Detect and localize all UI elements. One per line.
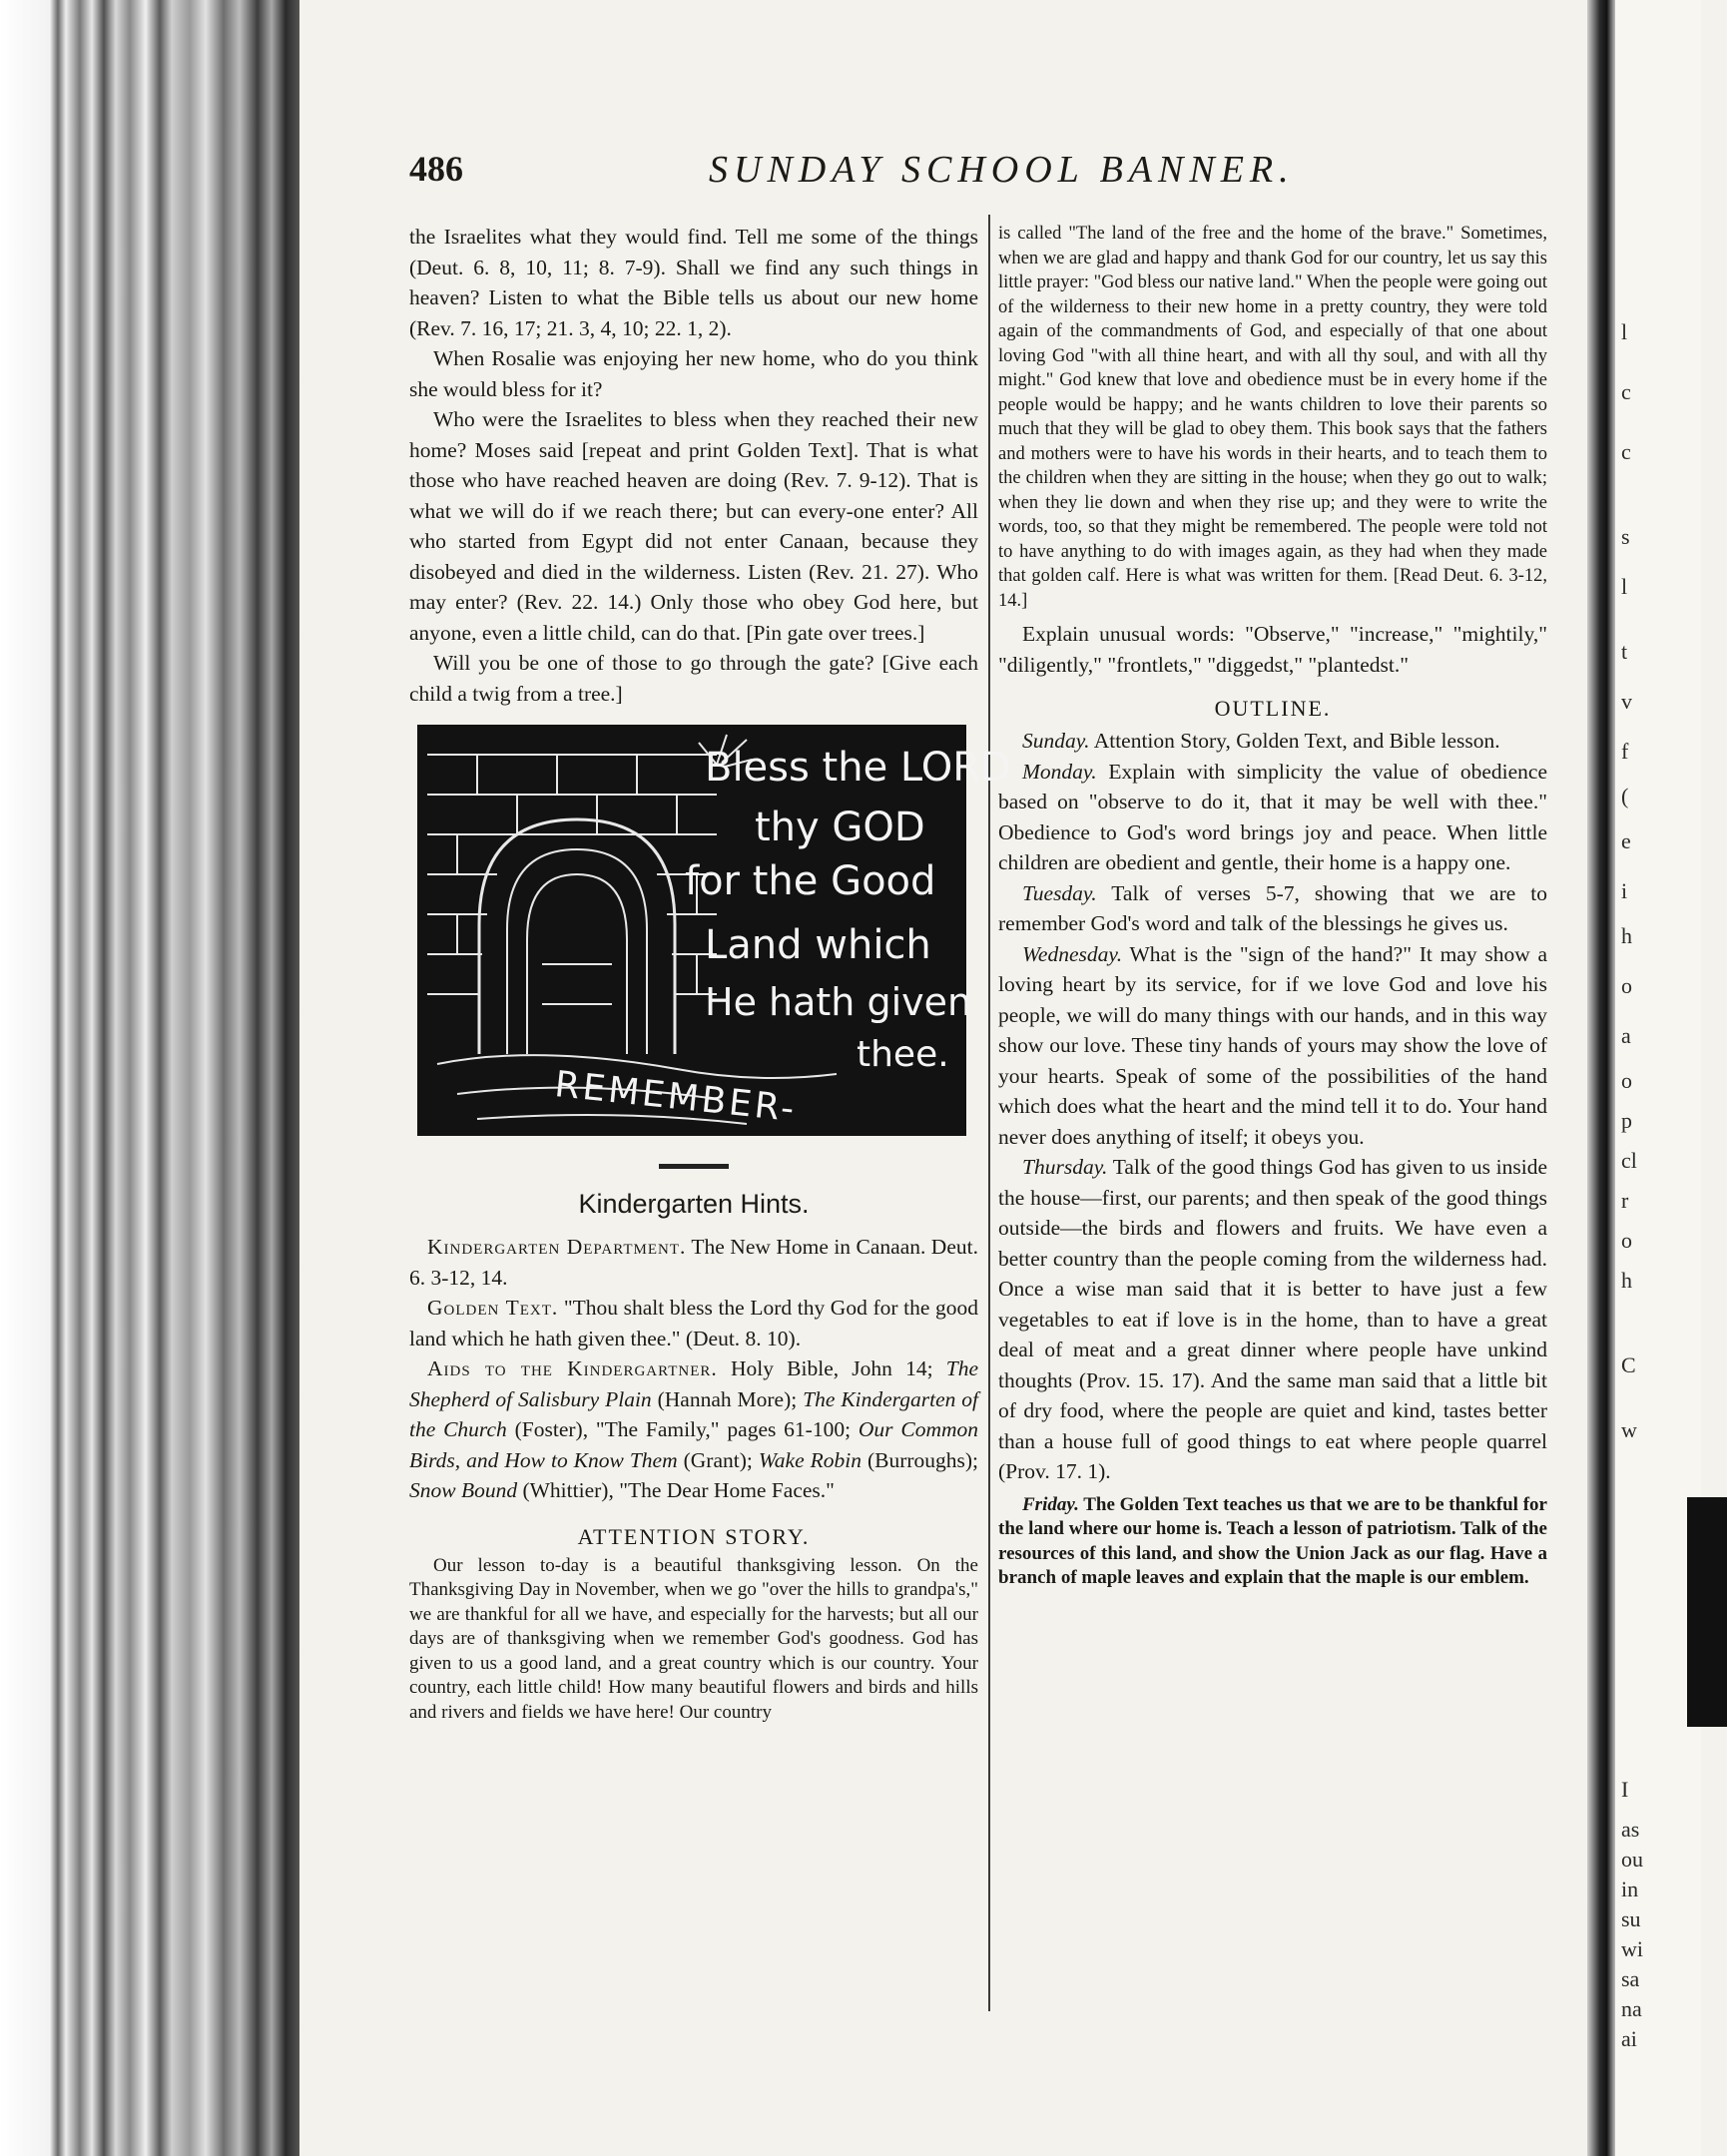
illustration-line-3: for the Good	[685, 858, 936, 904]
kindergarten-department	[409, 1232, 978, 1293]
paragraph: is called "The land of the free and the home of the brave." Sometimes, when we are glad and happy and thank God for our country, let us say this little prayer: "God bless our native land." When the people were going out of the wilderness to their new home in a pretty country, they were told again of the commandments of God, and especially of that one about loving God "with all thine heart, and with all thy soul, and with all thy might." God knew that love and obedience must be in every home if the people would be happy; and he wants children to love their parents so much that they will be glad to obey them. This book says that the fathers and mothers were to have his words in their hearts, and to teach them to the children when they are sitting in the house; when they go out to walk; when they lie down and when they rise up; and they were to write the words, too, so that they might be remembered. The people were told not to have anything to do with images again, as they had when they made that golden calf. Here is what was written for them. [Read Deut. 6. 3-12, 14.]	[998, 224, 1547, 611]
facing-page-fragment: i	[1621, 878, 1628, 903]
illustration-line-7: REMEMBER-	[552, 1064, 800, 1131]
illustration-line-4: Land which	[705, 922, 931, 968]
inline-text: The New Home in Canaan. Deut. 6. 3-12, 14.	[409, 1235, 978, 1290]
illustration-line-1: Bless the LORD	[705, 745, 1011, 791]
day-label: Tuesday.	[1022, 880, 1097, 905]
inline-text: (Whittier), "The Dear Home Faces."	[522, 1478, 835, 1502]
facing-page-fragment: ai	[1621, 2026, 1637, 2051]
illustration-line-2: thy GOD	[755, 805, 925, 850]
facing-page-fragment: wi	[1621, 1936, 1643, 1961]
paragraph: Explain unusual words: "Observe," "increase," "mightily," "diligently," "frontlets," "diggedst," "plantedst."	[998, 622, 1547, 677]
inline-text: "Thou shalt bless the Lord thy God for the good land which he hath given thee." (Deut. 8. 10).	[409, 1296, 978, 1350]
inline-text: (Grant);	[683, 1447, 753, 1472]
outline-thursday	[998, 1152, 1547, 1487]
facing-page-fragment: h	[1621, 923, 1632, 948]
facing-page-fragment: l	[1621, 574, 1628, 599]
facing-page-fragment: l	[1621, 319, 1628, 344]
page-number: 486	[409, 149, 463, 189]
facing-page-fragment: as	[1621, 1817, 1640, 1842]
inline-text: (Hannah More);	[657, 1386, 798, 1411]
book-title: Snow Bound	[409, 1478, 518, 1502]
paragraph: When Rosalie was enjoying her new home, who do you think she would bless for it?	[409, 346, 978, 401]
outline-wednesday	[998, 939, 1547, 1153]
paragraph: the Israelites what they would find. Tell me some of the things (Deut. 6. 8, 10, 11; 8. 7-9). Shall we find any such things in heaven? Listen to what the Bible tells us about our new home (Rev. 7. 16, 17; 21. 3, 4, 10; 22. 1, 2).	[409, 225, 978, 340]
facing-page-fragment: c	[1621, 379, 1631, 404]
facing-page-fragment: o	[1621, 1228, 1632, 1253]
facing-page-fragment: ou	[1621, 1847, 1643, 1872]
facing-page-fragment: h	[1621, 1268, 1632, 1293]
section-divider	[659, 1164, 729, 1169]
paragraph: Who were the Israelites to bless when they reached their new home? Moses said [repeat and print Golden Text]. That is what those who have reached heaven are doing (Rev. 7. 9-12). That is what we will do if we reach there; but can every-one enter? All who started from Egypt did not enter Canaan, because they disobeyed and died in the wilderness. Listen (Rev. 21. 27). Who may enter? (Rev. 22. 14.) Only those who obey God here, but anyone, even a little child, can do that. [Pin gate over trees.]	[409, 407, 978, 645]
inline-label: Golden Text.	[427, 1296, 559, 1320]
inline-label: Aids to the Kindergartner.	[427, 1356, 718, 1380]
day-text: Attention Story, Golden Text, and Bible lesson.	[1093, 729, 1500, 753]
facing-page-fragment: su	[1621, 1906, 1641, 1931]
facing-page-fragment: r	[1621, 1188, 1629, 1213]
book-title: The Shepherd of Salisbury Plain	[409, 1356, 979, 1411]
section-heading: Kindergarten Hints.	[578, 1189, 810, 1219]
outline-monday	[998, 757, 1547, 878]
facing-page-fragment: a	[1621, 1023, 1631, 1048]
illustration-line-6: thee.	[857, 1034, 949, 1075]
page-486	[299, 0, 1587, 2156]
book-title: Wake Robin	[758, 1447, 862, 1472]
day-text: Talk of the good things God has given to us inside the house—first, our parents; and then speak of the good things outside—the birds and flowers and fruits. We have even a better country than the people coming from the wilderness had. Once a wise man said that it is better to have just a few vegetables to eat if love is in the home, than to have a great deal of meat and a great dinner where people have unkind thoughts (Prov. 15. 17). And the same man said that a little bit of dry food, where the people are quiet and kind, tastes better than a house full of good things to eat where people quarrel (Prov. 17. 1).	[998, 1155, 1547, 1483]
facing-page-fragment: w	[1621, 1417, 1637, 1442]
attention-story: Our lesson to-day is a beautiful thanksgiving lesson. On the Thanksgiving Day in November, when we go "over the hills to grandpa's," we are thankful for all we have, and especially for the harvests; but all our days are of thanksgiving when we remember God's goodness. God has given to us a good land, and a great country which is our country. Your country, each little child! How many beautiful flowers and birds and hills and rivers and fields we have here! Our country	[409, 1554, 978, 1723]
book-title: Our Common Birds, and How to Know Them	[409, 1417, 979, 1472]
inline-text: (Burroughs);	[866, 1447, 979, 1472]
paragraph: Will you be one of those to go through the gate? [Give each child a twig from a tree.]	[409, 651, 978, 706]
facing-page-fragment: I	[1621, 1777, 1629, 1802]
facing-page-fragment: t	[1621, 639, 1628, 664]
facing-page-fragment: s	[1621, 524, 1630, 549]
day-label: Monday.	[1022, 759, 1097, 784]
day-text: Explain with simplicity the value of obedience based on "observe to do it, that it may be well with thee." Obedience to God's word brings joy and peace. When little children are obedient and gentle, their home is a happy one.	[998, 759, 1547, 874]
facing-page-fragment: C	[1621, 1352, 1636, 1377]
facing-page-fragment: f	[1621, 739, 1629, 764]
section-heading: ATTENTION STORY.	[577, 1523, 811, 1549]
facing-page-edge	[1615, 0, 1701, 2156]
day-text: What is the "sign of the hand?" It may show a loving heart by its service, for if we love God and love his people, we will do many things with our hands, and in this way show our love. These tiny hands of yours may show the love of your hearts. Speak of some of the possibilities of the hand which does what the heart and the mind tell it to do. Your hand never does anything of itself; it obeys you.	[998, 941, 1547, 1149]
facing-page-fragment: v	[1621, 689, 1632, 714]
illustration-line-5: He hath given	[705, 980, 972, 1024]
aids-to-kindergartner	[409, 1353, 978, 1506]
column-divider	[988, 215, 990, 2011]
book-binding-edge	[0, 0, 299, 2156]
outline-tuesday	[998, 878, 1547, 939]
facing-page-fragment: o	[1621, 1068, 1632, 1093]
facing-page-fragment: o	[1621, 973, 1632, 998]
page-header	[409, 148, 1557, 198]
section-heading: OUTLINE.	[1214, 696, 1332, 721]
inline-text: Holy Bible, John 14;	[730, 1356, 933, 1380]
facing-page-fragment: cl	[1621, 1148, 1637, 1173]
day-label: Thursday.	[1022, 1155, 1108, 1179]
facing-page-fragment: sa	[1621, 1966, 1640, 1991]
golden-text	[409, 1293, 978, 1353]
book-title: The Kindergarten of the Church	[409, 1386, 979, 1441]
inline-text: (Foster), "The Family," pages 61-100;	[514, 1417, 852, 1441]
facing-page-fragment: in	[1621, 1877, 1639, 1901]
facing-page-fragment: c	[1621, 439, 1631, 464]
facing-page-fragment: na	[1621, 1996, 1642, 2021]
facing-page-fragment: e	[1621, 828, 1631, 853]
outline-sunday	[998, 726, 1547, 757]
day-label: Sunday.	[1022, 729, 1090, 753]
inline-label: Kindergarten Department.	[427, 1235, 687, 1259]
outline-friday	[998, 1493, 1547, 1591]
right-column	[998, 222, 1547, 1591]
blackboard-illustration	[417, 725, 1011, 1136]
day-label: Wednesday.	[1022, 941, 1123, 966]
left-column	[409, 222, 1011, 1725]
day-text: Talk of verses 5-7, showing that we are to remember God's word and talk of the blessings he gives us.	[998, 880, 1547, 935]
day-label: Friday.	[1022, 1493, 1079, 1515]
page-gutter	[1587, 0, 1615, 2156]
facing-page-fragment: p	[1621, 1108, 1632, 1133]
journal-title: SUNDAY SCHOOL BANNER.	[709, 149, 1295, 191]
facing-page-fragment: (	[1621, 784, 1629, 808]
facing-page-black-block	[1687, 1497, 1727, 1727]
day-text: The Golden Text teaches us that we are to be thankful for the land where our home is. Teach a lesson of patriotism. Talk of the resources of this land, and show the Union Jack as our flag. Have a branch of maple leaves and explain that the maple is our emblem.	[998, 1493, 1547, 1588]
